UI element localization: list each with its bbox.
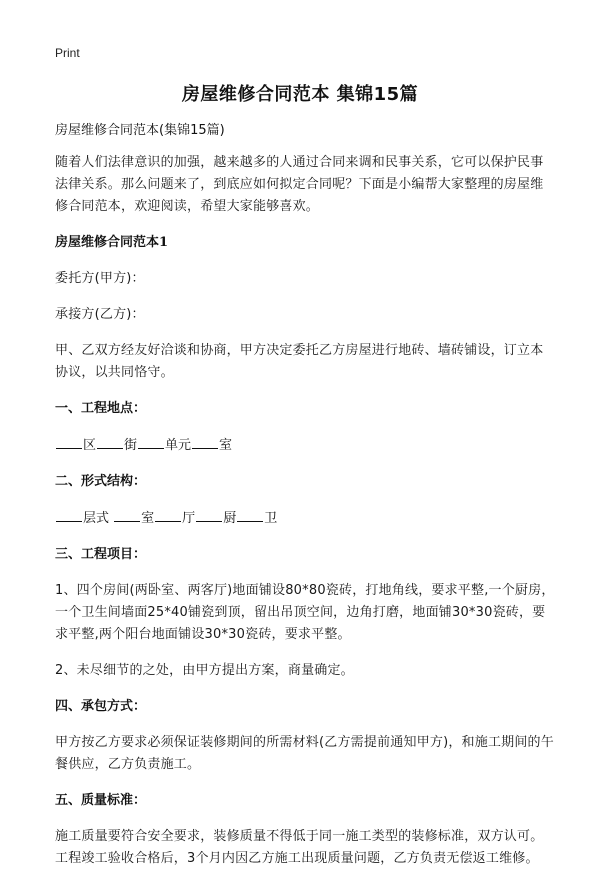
project-item-1: 1、四个房间(两卧室、两客厅)地面铺设80*80瓷砖，打地角线，要求平整,一个厨房，一个卫生间墙面25*40铺瓷到顶，留出吊顶空间，边角打磨，地面铺30*30瓷砖，要求平整,两个阳台地面铺设30*30瓷砖，要求平整。: [55, 583, 555, 642]
section-quality-title: 五、质量标准：: [55, 793, 147, 808]
party-a-line: 委托方(甲方)：: [55, 271, 145, 286]
structure-part: 厅: [182, 511, 196, 526]
intro-paragraph: 随着人们法律意识的加强，越来越多的人通过合同来调和民事关系，它可以保护民事法律关系。那么问题来了，到底应如何拟定合同呢？下面是小编帮大家整理的房屋维修合同范本，欢迎阅读，希望大家能够喜欢。: [55, 155, 544, 214]
document-subtitle: 房屋维修合同范本(集锦15篇): [55, 123, 225, 138]
project-item-2: 2、未尽细节的之处，由甲方提出方案，商量确定。: [55, 663, 354, 678]
location-part: 区: [83, 438, 97, 453]
location-fill-line: [55, 434, 555, 457]
location-part: 室: [219, 438, 233, 453]
quality-paragraph: 施工质量要符合安全要求，装修质量不得低于同一施工类型的装修标准，双方认可。工程竣工验收合格后，3个月内因乙方施工出现质量问题，乙方负责无偿返工维修。: [55, 829, 544, 866]
preamble-paragraph: 甲、乙双方经友好洽谈和协商，甲方决定委托乙方房屋进行地砖、墙砖铺设，订立本协议，以共同恪守。: [55, 343, 544, 380]
blank-field: [138, 434, 164, 449]
print-label[interactable]: Print: [55, 46, 80, 60]
page-title: 房屋维修合同范本 集锦15篇: [181, 84, 419, 105]
location-part: 街: [124, 438, 138, 453]
blank-field: [97, 434, 123, 449]
blank-field: [155, 507, 181, 522]
contracting-paragraph: 甲方按乙方要求必须保证装修期间的所需材料(乙方需提前通知甲方)，和施工期间的午餐供应，乙方负责施工。: [55, 735, 554, 772]
blank-field: [196, 507, 222, 522]
blank-field: [56, 434, 82, 449]
contract-heading: 房屋维修合同范本1: [55, 235, 169, 250]
section-structure-title: 二、形式结构：: [55, 474, 147, 489]
blank-field: [114, 507, 140, 522]
section-location-title: 一、工程地点：: [55, 401, 147, 416]
blank-field: [56, 507, 82, 522]
structure-part: 卫: [264, 511, 278, 526]
structure-part: 层式: [83, 511, 110, 526]
blank-field: [237, 507, 263, 522]
party-b-line: 承接方(乙方)：: [55, 307, 145, 322]
location-part: 单元: [165, 438, 192, 453]
section-contracting-title: 四、承包方式：: [55, 699, 147, 714]
structure-fill-line: [55, 507, 555, 530]
structure-part: 厨: [223, 511, 237, 526]
structure-part: 室: [141, 511, 155, 526]
blank-field: [192, 434, 218, 449]
document-content: [55, 120, 555, 884]
section-project-title: 三、工程项目：: [55, 547, 147, 562]
